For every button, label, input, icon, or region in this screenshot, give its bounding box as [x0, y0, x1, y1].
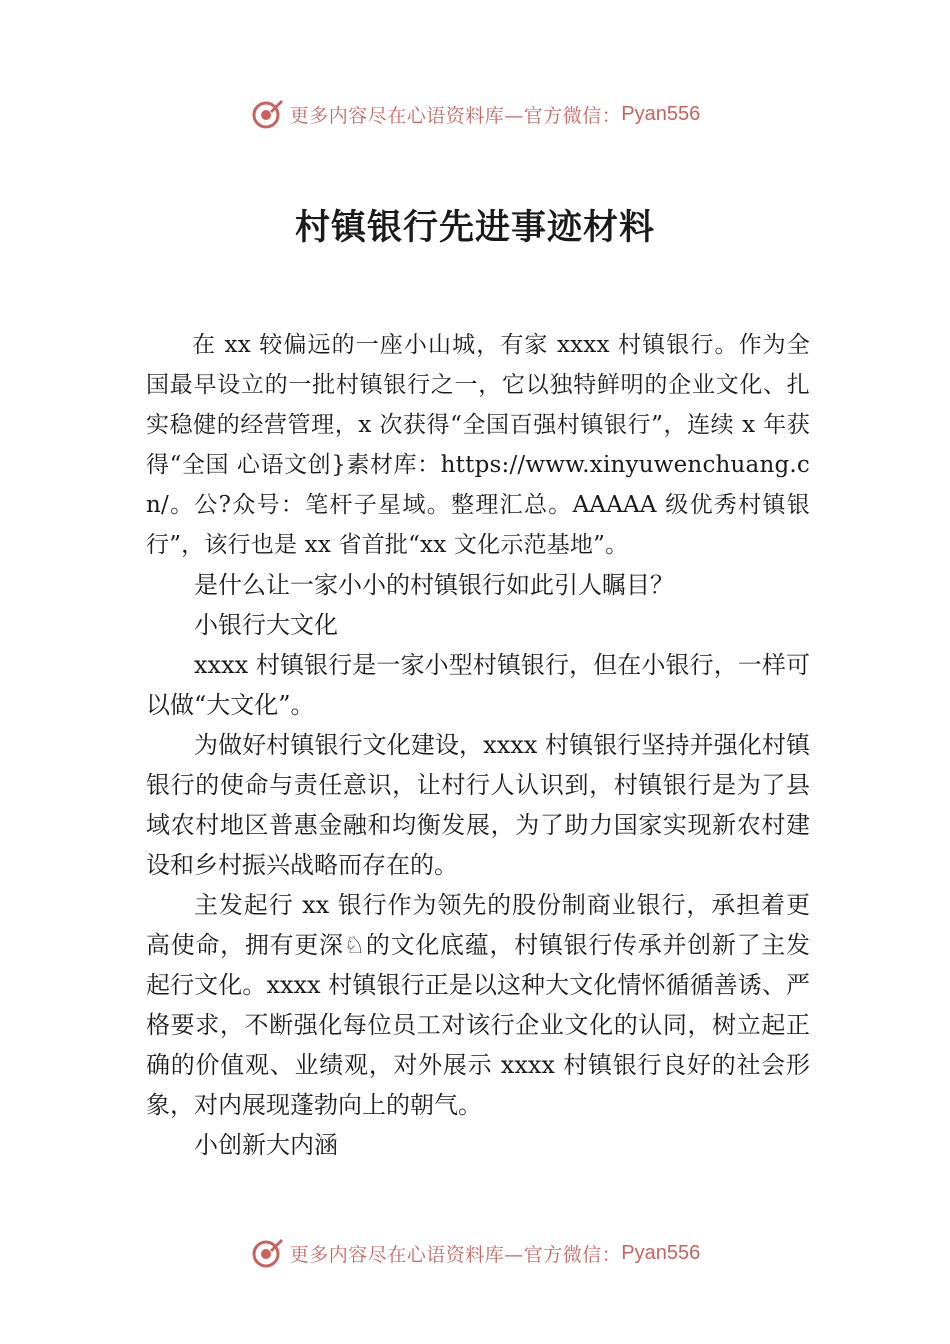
section-heading-culture: 小银行大文化 — [194, 611, 338, 639]
pen-logo-icon — [250, 1236, 284, 1270]
paragraph-culture-3: 主发起行 xx 银行作为领先的股份制商业银行，承担着更高使命，拥有更深♘的文化底蕴，村镇银行传承并创新了主发起行文化。xxxx 村镇银行正是以这种大文化情怀循循善诱、严格要求，不断强化每位员工对该行企业文化的认同，树立起正确的价值观、业绩观，对外展示 xxxx 村镇银行良好的社会形象，对内展现蓬勃向上的朝气。 — [146, 891, 810, 1119]
banner-wechat-handle: Pyan556 — [621, 1241, 701, 1264]
document-title: 村镇银行先进事迹材料 — [294, 207, 655, 248]
banner-wechat-handle: Pyan556 — [621, 102, 701, 125]
document-body — [146, 325, 810, 1165]
header-banner — [0, 94, 950, 134]
footer-banner — [0, 1233, 950, 1273]
section-heading-innovation: 小创新大内涵 — [194, 1131, 338, 1159]
paragraph-culture-2: 为做好村镇银行文化建设，xxxx 村镇银行坚持并强化村镇银行的使命与责任意识，让村行人认识到，村镇银行是为了县域农村地区普惠金融和均衡发展，为了助力国家实现新农村建设和乡村振兴战略而存在的。 — [146, 731, 810, 879]
pen-logo-icon — [250, 97, 284, 131]
paragraph-intro: 在 xx 较偏远的一座小山城，有家 xxxx 村镇银行。作为全国最早设立的一批村镇银行之一，它以独特鲜明的企业文化、扎实稳健的经营管理，x 次获得“全国百强村镇银行”，连续 x 年获得“全国 心语文创}素材库：https://www.xinyuwenchuang.cn/。公?众号：笔杆子星域。整理汇总。AAAAA 级优秀村镇银行”，该行也是 xx 省首批“xx 文化示范基地”。 — [146, 332, 810, 558]
paragraph-question: 是什么让一家小小的村镇银行如此引人瞩目？ — [194, 571, 674, 599]
banner-tagline: 更多内容尽在心语资料库—官方微信： — [289, 104, 622, 127]
banner-tagline: 更多内容尽在心语资料库—官方微信： — [289, 1243, 622, 1266]
paragraph-culture-1: xxxx 村镇银行是一家小型村镇银行，但在小银行，一样可以做“大文化”。 — [146, 651, 810, 719]
